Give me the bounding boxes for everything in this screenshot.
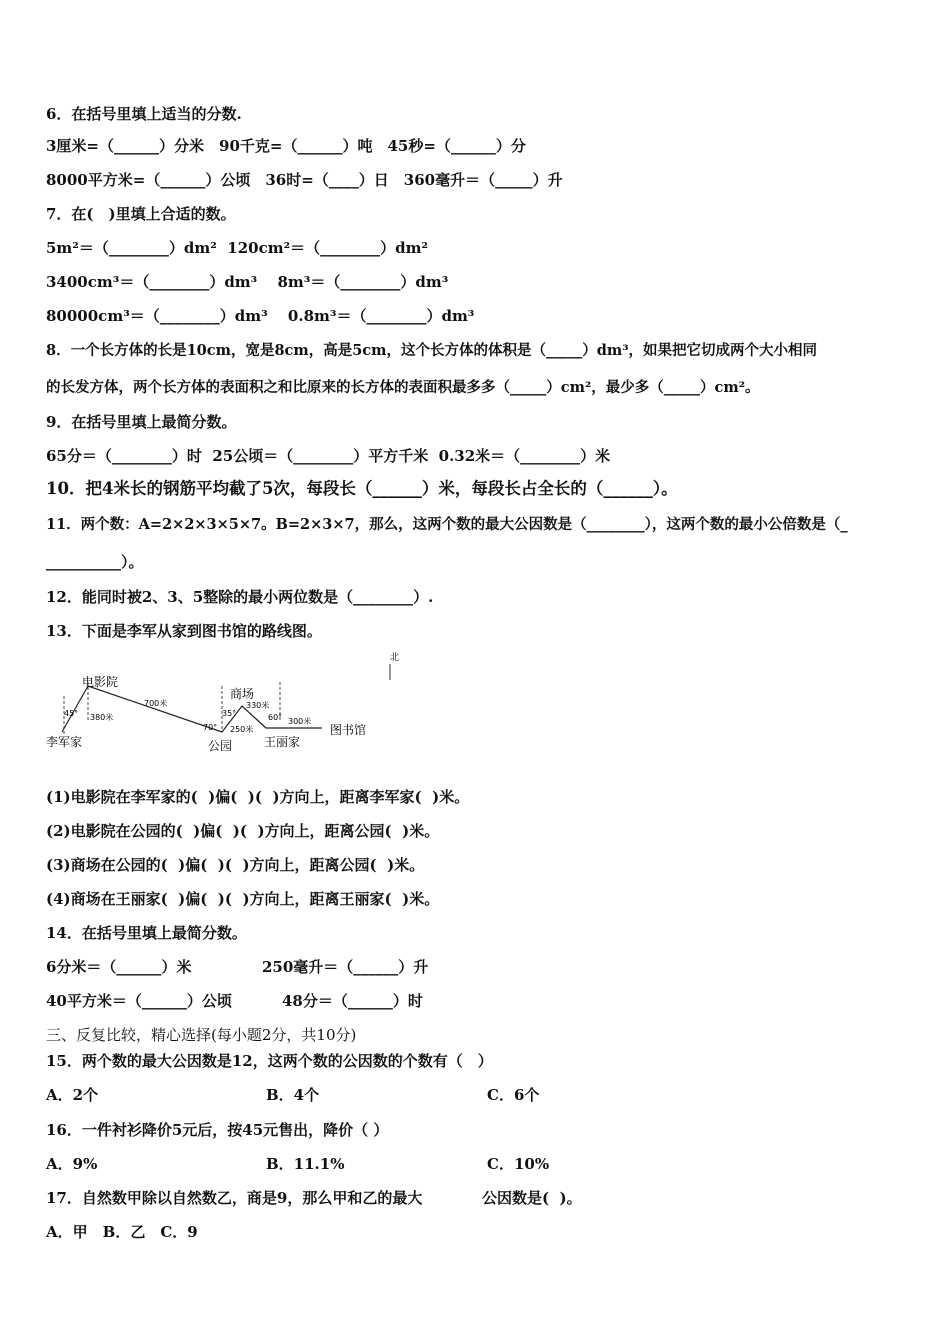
q9-row1: 65分＝（________）时 25公顷＝（________）平方千米 0.32米＝（________）米 xyxy=(46,447,611,465)
q15-option-a: A．2个 xyxy=(46,1086,99,1104)
q15-option-b: B．4个 xyxy=(266,1086,320,1104)
q12-text: 12．能同时被2、3、5整除的最小两位数是（________）. xyxy=(46,588,434,606)
q9-title: 9．在括号里填上最简分数。 xyxy=(46,413,237,431)
q8-line2: 的长发方体，两个长方体的表面积之和比原来的长方体的表面积最多多（_____）cm²，最少多（_____）cm²。 xyxy=(46,379,760,396)
angle-park: 70° xyxy=(203,723,218,732)
q13-sub3: (3)商场在公园的( )偏( )( )方向上，距离公园( )米。 xyxy=(46,856,425,874)
q6-title: 6．在括号里填上适当的分数. xyxy=(46,105,242,123)
q11-line2: __________）。 xyxy=(46,553,144,571)
q14-row2-a: 40平方米＝（______）公顷 xyxy=(46,992,232,1010)
angle-wang: 60° xyxy=(268,713,283,722)
q7-row3: 80000cm³＝（________）dm³ 0.8m³＝（________）dm³ xyxy=(46,307,475,325)
q7-row1: 5m²＝（________）dm² 120cm²＝（________）dm² xyxy=(46,239,429,257)
angle-home: 45° xyxy=(64,709,79,718)
label-mall: 商场 xyxy=(230,687,255,701)
dist-cinema-park: 700米 xyxy=(144,699,168,708)
label-park: 公园 xyxy=(208,739,233,753)
label-wang-home: 王丽家 xyxy=(264,735,301,749)
q11-line1: 11．两个数：A=2×2×3×5×7。B=2×3×7，那么，这两个数的最大公因数是（________），这两个数的最小公倍数是（_ xyxy=(46,516,848,533)
q15-text: 15．两个数的最大公因数是12，这两个数的公因数的个数有（ ） xyxy=(46,1052,493,1070)
q6-row1: 3厘米=（______）分米 90千克=（______）吨 45秒=（______）分 xyxy=(46,137,526,155)
north-label: 北 xyxy=(390,653,400,663)
dist-park-mall: 250米 xyxy=(230,725,254,734)
label-library: 图书馆 xyxy=(330,723,367,737)
q15-option-c: C．6个 xyxy=(487,1086,540,1104)
dist-mall-wang: 330米 xyxy=(246,701,270,710)
q10-text: 10．把4米长的钢筋平均截了5次，每段长（______）米，每段长占全长的（______）。 xyxy=(46,479,678,498)
angle-mall: 35° xyxy=(222,709,237,718)
q16-option-a: A．9% xyxy=(46,1155,98,1173)
q13-sub2: (2)电影院在公园的( )偏( )( )方向上，距离公园( )米。 xyxy=(46,822,440,840)
q14-title: 14．在括号里填上最简分数。 xyxy=(46,924,247,942)
q14-row1-a: 6分米＝（______）米 xyxy=(46,958,192,976)
q14-row1-b: 250毫升＝（______）升 xyxy=(262,958,429,976)
label-cinema: 电影院 xyxy=(82,675,119,689)
dist-wang-library: 300米 xyxy=(288,717,312,726)
q16-option-b: B．11.1% xyxy=(266,1155,345,1173)
q16-option-c: C．10% xyxy=(487,1155,550,1173)
route-map xyxy=(42,646,400,756)
q16-text: 16．一件衬衫降价5元后，按45元售出，降价（ ） xyxy=(46,1121,389,1139)
q17-options: A．甲 B．乙 C．9 xyxy=(46,1223,198,1241)
section3-title: 三、反复比较，精心选择(每小题2分，共10分) xyxy=(46,1026,357,1044)
q7-title: 7．在( )里填上合适的数。 xyxy=(46,205,236,223)
dist-home-cinema: 380米 xyxy=(90,713,114,722)
q13-sub1: (1)电影院在李军家的( )偏( )( )方向上，距离李军家( )米。 xyxy=(46,788,470,806)
q6-row2: 8000平方米=（______）公顷 36时=（____）日 360毫升＝（_____）升 xyxy=(46,171,563,189)
q17-text-a: 17．自然数甲除以自然数乙，商是9，那么甲和乙的最大 xyxy=(46,1189,423,1207)
q14-row2-b: 48分＝（______）时 xyxy=(282,992,423,1010)
q8-line1: 8．一个长方体的长是10cm，宽是8cm，高是5cm，这个长方体的体积是（_____）dm³，如果把它切成两个大小相同 xyxy=(46,342,818,359)
route-line xyxy=(62,686,322,732)
q13-title: 13．下面是李军从家到图书馆的路线图。 xyxy=(46,622,322,640)
q13-sub4: (4)商场在王丽家( )偏( )( )方向上，距离王丽家( )米。 xyxy=(46,890,440,908)
q17-text-b: 公因数是( )。 xyxy=(482,1189,582,1207)
q7-row2: 3400cm³＝（________）dm³ 8m³＝（________）dm³ xyxy=(46,273,449,291)
label-home: 李军家 xyxy=(46,735,83,749)
